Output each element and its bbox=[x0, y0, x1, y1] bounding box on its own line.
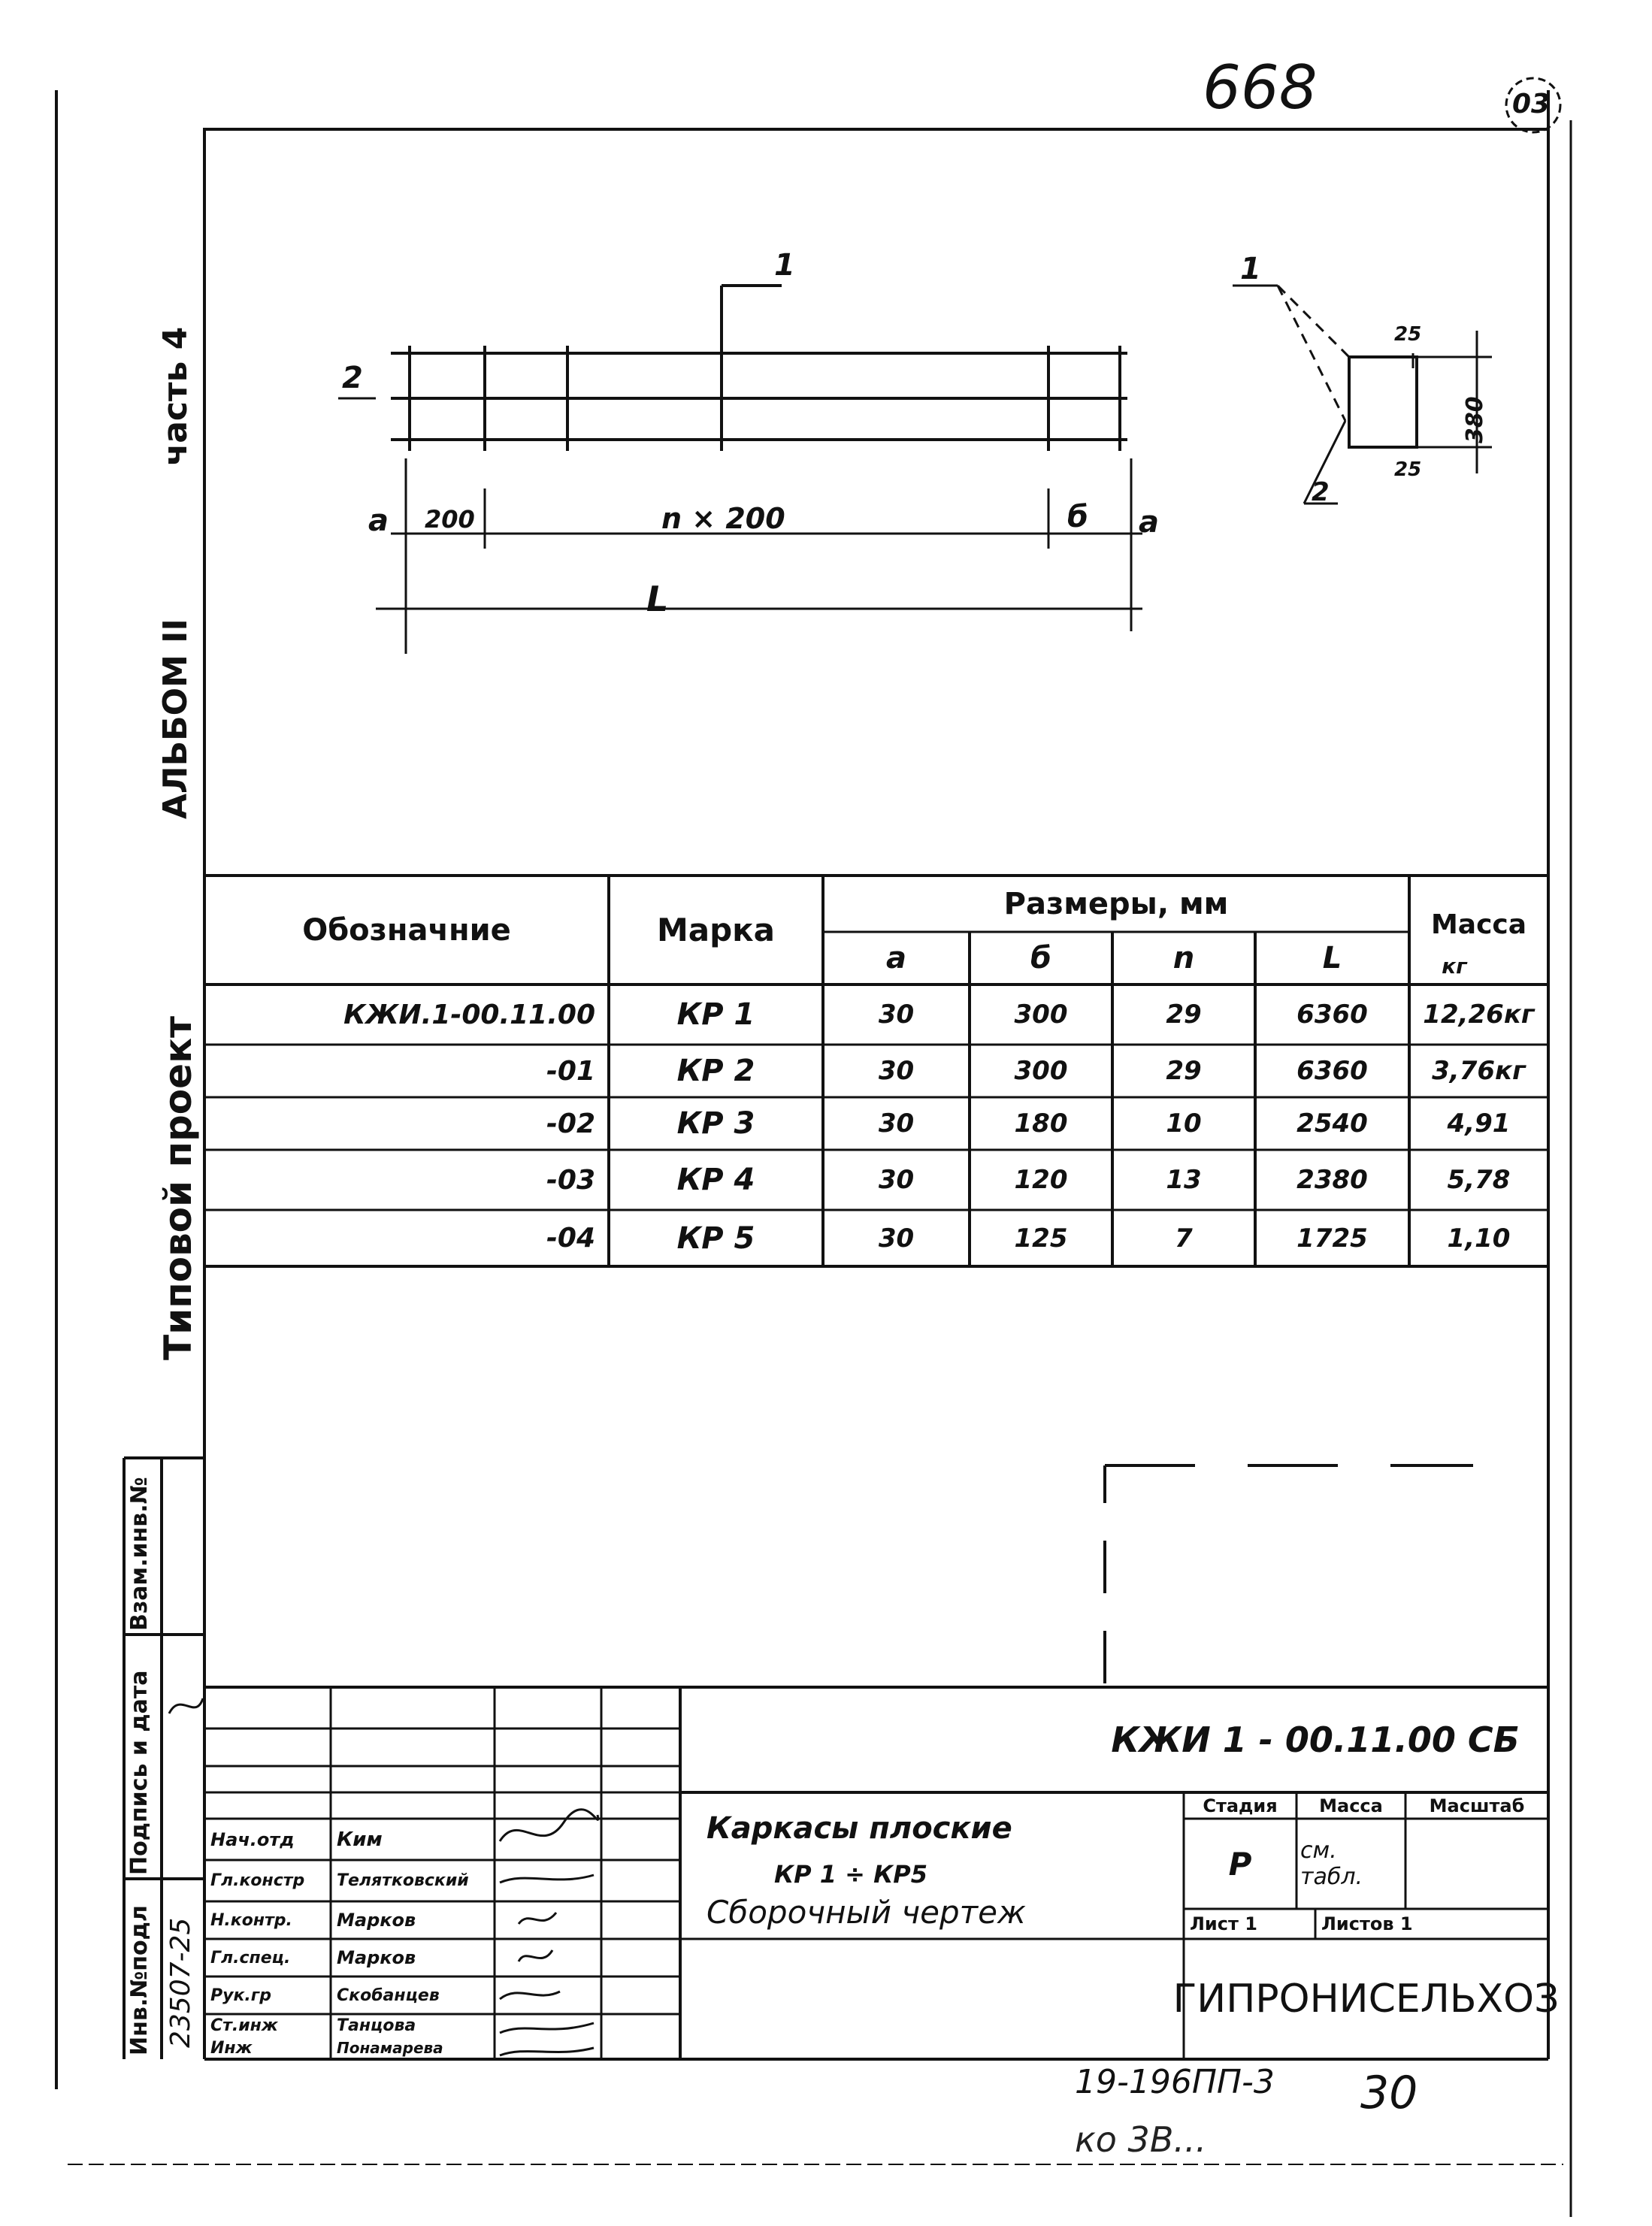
row-mass: 12,26кг bbox=[1423, 1000, 1535, 1030]
stage-label: Стадия bbox=[1203, 1795, 1278, 1816]
row-mark: КР 1 bbox=[676, 997, 755, 1032]
sheet-label: Лист 1 bbox=[1190, 1913, 1257, 1934]
role-label: Инж bbox=[210, 2038, 253, 2058]
name-label: Марков bbox=[337, 1910, 416, 1931]
role-label: Гл.спец. bbox=[210, 1948, 291, 1967]
header-mark: Марка bbox=[656, 912, 776, 948]
row-L: 2540 bbox=[1296, 1108, 1368, 1139]
section-callout-1: 1 bbox=[1240, 252, 1261, 286]
dim-a-left: a bbox=[368, 504, 389, 538]
row-a: 30 bbox=[878, 1000, 915, 1030]
name-label: Танцова bbox=[337, 2016, 416, 2035]
title-line-1: Каркасы плоские bbox=[706, 1811, 1012, 1846]
name-label: Телятковский bbox=[337, 1871, 469, 1890]
name-label: Понамарева bbox=[337, 2039, 443, 2057]
row-b: 120 bbox=[1014, 1165, 1068, 1195]
name-label: Скобанцев bbox=[337, 1986, 440, 2005]
stamp-replaced-header: Взам.инв.№ bbox=[126, 1477, 153, 1631]
row-designation: -01 bbox=[546, 1055, 595, 1087]
sheets-label: Листов 1 bbox=[1321, 1913, 1413, 1934]
header-b: б bbox=[1030, 941, 1051, 975]
title-line-2: КР 1 ÷ КР5 bbox=[774, 1860, 927, 1889]
row-n: 13 bbox=[1166, 1165, 1202, 1195]
part-label: часть 4 bbox=[156, 326, 195, 466]
header-n: n bbox=[1172, 941, 1195, 975]
name-label: Ким bbox=[337, 1828, 383, 1851]
role-label: Рук.гр bbox=[210, 1986, 271, 2005]
row-a: 30 bbox=[878, 1108, 915, 1139]
section-dim-25-bottom: 25 bbox=[1394, 458, 1422, 481]
row-mark: КР 3 bbox=[676, 1106, 755, 1141]
row-b: 300 bbox=[1014, 1000, 1068, 1030]
stamp-inv-header: Инв.№подл bbox=[126, 1905, 153, 2055]
row-b: 180 bbox=[1014, 1108, 1068, 1139]
dim-b: б bbox=[1067, 500, 1088, 534]
row-mass: 5,78 bbox=[1447, 1165, 1511, 1195]
section-dim-380: 380 bbox=[1462, 396, 1488, 443]
dim-n: n × 200 bbox=[661, 502, 785, 535]
doc-code: КЖИ 1 - 00.11.00 СБ bbox=[1111, 1719, 1520, 1760]
role-label: Гл.констр bbox=[210, 1871, 305, 1890]
header-a: a bbox=[886, 941, 906, 975]
callout-position-2: 2 bbox=[342, 361, 363, 395]
row-designation: -03 bbox=[546, 1164, 595, 1196]
row-n: 29 bbox=[1166, 1056, 1202, 1086]
name-label: Марков bbox=[337, 1947, 416, 1968]
dim-200: 200 bbox=[425, 505, 475, 534]
stamp-signature-header: Подпись и дата bbox=[126, 1670, 153, 1875]
section-dim-25-top: 25 bbox=[1394, 323, 1422, 346]
stage-value: Р bbox=[1228, 1845, 1252, 1883]
header-designation: Обозначние bbox=[302, 912, 511, 948]
role-label: Нач.отд bbox=[210, 1828, 295, 1850]
header-dimensions: Размеры, мм bbox=[1003, 886, 1229, 921]
row-L: 2380 bbox=[1296, 1165, 1368, 1195]
row-mark: КР 4 bbox=[676, 1163, 755, 1197]
row-b: 300 bbox=[1014, 1056, 1068, 1086]
row-L: 1725 bbox=[1296, 1223, 1368, 1254]
row-mass: 4,91 bbox=[1447, 1108, 1511, 1139]
callout-position-1: 1 bbox=[774, 248, 795, 283]
inv-number: 23507-25 bbox=[165, 1917, 196, 2048]
row-n: 10 bbox=[1166, 1108, 1202, 1139]
section-callout-2: 2 bbox=[1312, 477, 1330, 507]
mass-label: Масса bbox=[1319, 1795, 1383, 1816]
header-mass: Масса bbox=[1430, 909, 1527, 940]
row-n: 7 bbox=[1175, 1223, 1193, 1254]
row-a: 30 bbox=[878, 1223, 915, 1254]
row-mass: 3,76кг bbox=[1432, 1056, 1526, 1086]
row-n: 29 bbox=[1166, 1000, 1202, 1030]
album-label: АЛЬБОМ II bbox=[156, 619, 195, 819]
project-code: 19-196ПП-3 bbox=[1075, 2063, 1275, 2101]
row-L: 6360 bbox=[1296, 1056, 1368, 1086]
header-L: L bbox=[1322, 941, 1342, 975]
mass-value: см. табл. bbox=[1300, 1837, 1363, 1890]
dim-L: L bbox=[646, 579, 669, 619]
title-line-3: Сборочный чертеж bbox=[706, 1894, 1026, 1931]
circled-mark: 03 bbox=[1512, 89, 1551, 119]
page-number: 30 bbox=[1360, 2067, 1418, 2119]
role-label: Н.контр. bbox=[210, 1910, 292, 1930]
row-mass: 1,10 bbox=[1447, 1223, 1511, 1254]
scale-label: Масштаб bbox=[1429, 1795, 1525, 1816]
row-mark: КР 5 bbox=[676, 1220, 755, 1256]
row-designation: КЖИ.1-00.11.00 bbox=[343, 999, 595, 1030]
header-mass-unit: кг bbox=[1442, 953, 1467, 978]
row-a: 30 bbox=[878, 1165, 915, 1195]
dim-a-right: a bbox=[1139, 505, 1159, 540]
row-designation: -04 bbox=[546, 1223, 595, 1254]
sheet-mark: 668 bbox=[1203, 53, 1318, 122]
project-type-label: Типовой проект bbox=[156, 1016, 200, 1360]
role-label: Ст.инж bbox=[210, 2016, 278, 2035]
row-mark: КР 2 bbox=[676, 1054, 755, 1088]
row-b: 125 bbox=[1014, 1223, 1068, 1254]
archive-number: ко 3В... bbox=[1075, 2119, 1207, 2160]
organization-name: ГИПРОНИСЕЛЬХОЗ bbox=[1172, 1976, 1560, 2022]
row-a: 30 bbox=[878, 1056, 915, 1086]
row-designation: -02 bbox=[546, 1108, 595, 1139]
row-L: 6360 bbox=[1296, 1000, 1368, 1030]
